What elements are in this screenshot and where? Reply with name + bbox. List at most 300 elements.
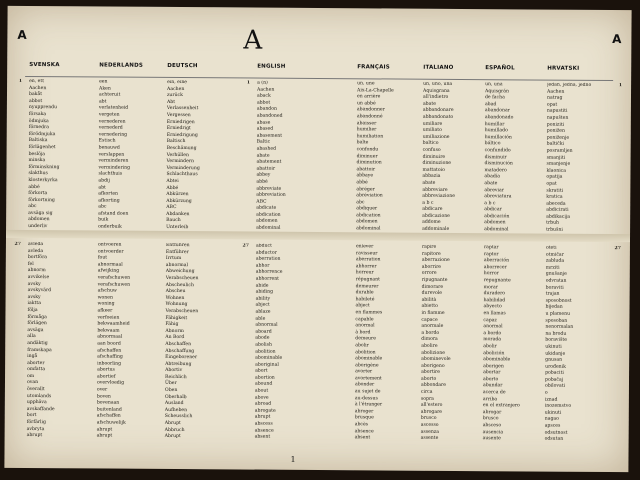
entry-row: about <box>254 388 269 394</box>
entry-row: vermindering <box>98 165 131 171</box>
entry-row: Verabscheuen <box>165 275 199 282</box>
entry-row: horror <box>483 271 499 277</box>
header-francais: FRANÇAIS <box>357 64 390 71</box>
entry-row: abnormal <box>255 322 278 328</box>
entry-row: abrupt <box>96 433 113 439</box>
entry-row: klaonica <box>546 168 566 174</box>
entry-row: bortföra <box>27 255 48 261</box>
entry-row: abcès <box>354 422 369 428</box>
entry-row: abortus <box>97 367 115 373</box>
top-col-hrvatski <box>546 83 611 235</box>
entry-row: absence <box>254 428 274 434</box>
entry-row: ABC <box>166 205 177 211</box>
entry-row: diminuzione <box>422 160 452 167</box>
entry-row: Irrtum <box>165 256 182 262</box>
entry-row: en arrière <box>356 94 381 100</box>
entry-row: ascesso <box>420 422 439 428</box>
entry-row: abreviatura <box>484 194 512 200</box>
entry-row: aberration <box>355 257 381 263</box>
header-espanol: ESPAÑOL <box>485 65 515 72</box>
entry-row: abrogare <box>420 409 443 415</box>
entry-row: all'indietro <box>422 94 449 101</box>
entry-row: Aken <box>99 86 111 92</box>
entry-row: abdomen <box>256 219 278 225</box>
entry-row: ripugnante <box>421 277 448 283</box>
entry-row: acerca de <box>482 390 506 396</box>
entry-row: abnormaal <box>97 334 123 340</box>
entry-row: Abtei <box>166 178 179 184</box>
entry-row: anormale <box>421 323 444 330</box>
entry-row: vernederd <box>98 125 123 131</box>
entry-row: mattatoio <box>422 167 445 173</box>
entry-row <box>625 83 627 90</box>
entry-row: horreur <box>355 270 374 276</box>
entry-row: avsäga sig <box>28 210 53 217</box>
entry-row: omfatta <box>27 367 46 373</box>
entry-row: diminuire <box>422 154 446 160</box>
entry-row: Abweichung <box>165 269 195 275</box>
top-numbers-right <box>613 83 627 90</box>
entry-row: abc <box>356 199 365 206</box>
entry-row: abandonné <box>356 114 383 120</box>
entry-row: oteti <box>545 245 557 251</box>
top-col-francais <box>356 81 419 233</box>
top-numbers-mid <box>241 80 255 87</box>
entry-row: baltico <box>422 141 439 147</box>
entry-row: nenormalan <box>545 324 574 330</box>
entry-row: confuso <box>422 147 441 153</box>
entry-row: Scheusslich <box>164 414 193 420</box>
entry-row: ontvoerder <box>97 249 124 255</box>
entry-row: umiliato <box>422 127 442 134</box>
entry-row: abdicar <box>484 207 502 213</box>
entry-row: förminskning <box>28 164 60 170</box>
entry-row: inboorling <box>97 361 122 367</box>
entry-row: framskapa <box>27 347 52 353</box>
entry-row: abnormal <box>165 262 189 268</box>
entry-row: verslappen <box>98 151 125 158</box>
entry-row: ausencia <box>482 429 504 435</box>
top-col-espanol <box>484 82 543 234</box>
entry-row: umiliare <box>422 121 443 127</box>
header-hrvatski: HRVATSKI <box>547 65 580 72</box>
entry-row: Vergessen <box>166 112 191 119</box>
entry-row: abdomen <box>484 220 506 226</box>
entry-row: raptar <box>483 245 499 251</box>
entry-row: abortion <box>255 375 275 381</box>
entry-row: trbuh <box>546 221 560 227</box>
entry-row: aboriginal <box>255 362 279 368</box>
entry-row: afschuw <box>97 288 117 294</box>
entry-row: försaka <box>28 111 47 118</box>
entry-row: humillación <box>484 134 512 141</box>
entry-row: ingå <box>27 354 38 360</box>
entry-row: Abtreibung <box>165 361 192 367</box>
entry-row: abdomen <box>28 217 50 223</box>
entry-row: bijedan <box>545 304 563 311</box>
entry-row: otmičar <box>545 252 564 258</box>
entry-row: abolir <box>355 343 369 349</box>
entry-row: afschaffing <box>97 354 123 360</box>
entry-row: abortief <box>97 374 116 380</box>
entry-row: Abt <box>166 99 176 105</box>
entry-row: abandonar <box>484 108 510 114</box>
entry-row: aborto <box>421 376 437 382</box>
entry-row: abandonado <box>484 115 514 121</box>
entry-row: baltički <box>546 141 564 148</box>
entry-row: poniženje <box>546 135 570 141</box>
entry-row: enlever <box>355 244 374 250</box>
entry-row: apsces <box>544 423 561 429</box>
entry-row: ponižen <box>546 128 566 134</box>
entry-row: Oben <box>164 387 178 394</box>
entry-row: obilovati <box>544 384 566 390</box>
entry-row: ABC <box>256 199 267 205</box>
top-col-english <box>256 81 351 233</box>
entry-row: avsäga <box>27 327 44 333</box>
entry-row: abdominal <box>356 226 381 232</box>
entry-row: de facha <box>484 95 505 101</box>
entry-row: napustiti <box>546 108 568 115</box>
entry-row: duradero <box>483 291 506 297</box>
entry-row: aborigeno <box>421 363 445 369</box>
entry-row: absent <box>354 435 371 441</box>
entry-row: förnedra <box>28 125 50 131</box>
entry-row: brusco <box>420 416 437 422</box>
entry-row: abject <box>355 303 370 309</box>
entry-row: abdicación <box>484 214 510 220</box>
entry-row: sposobnost <box>545 298 572 304</box>
entry-row: abatement <box>256 159 282 165</box>
entry-row: Verhüllen <box>166 152 189 158</box>
entry-row: abandon <box>256 106 277 113</box>
entry-row: bovenaan <box>96 400 120 406</box>
entry-row: confondu <box>356 147 379 153</box>
entry-row: smanjiti <box>546 155 566 161</box>
entry-row: förlägen <box>27 321 47 327</box>
entry-row: smanjenje <box>546 161 571 167</box>
entry-row: ausente <box>482 436 501 442</box>
entry-row: 1 <box>618 83 623 89</box>
entry-row: abominable <box>483 357 511 363</box>
entry-row: abbreviation <box>256 192 286 198</box>
entry-row: Aquisgrana <box>423 88 450 94</box>
entry-row: addome <box>422 220 441 226</box>
entry-row: abeceda <box>546 201 566 207</box>
entry-row: Abrupt <box>164 420 181 427</box>
entry-row: abate <box>484 181 498 187</box>
entry-row: 27 <box>14 241 21 247</box>
entry-row: aberration <box>255 256 281 262</box>
entry-row: verfoeien <box>97 314 120 321</box>
entry-row: Bauch <box>166 218 181 224</box>
entry-row: Baltic <box>256 139 271 146</box>
bottom-col-hrvatski <box>545 246 610 444</box>
entry-row: abbé <box>356 180 368 186</box>
entry-row: abolire <box>421 343 438 349</box>
entry-row: a b c <box>484 200 496 206</box>
entry-row: poniziti <box>546 122 565 128</box>
entry-row: abominable <box>355 356 383 362</box>
entry-row: ravisseur <box>355 250 378 257</box>
entry-row: Beschämung <box>166 145 197 152</box>
entry-row: Aachen <box>257 87 275 93</box>
entry-row: Erniedrigung <box>166 132 198 138</box>
entry-row: abbot <box>28 98 43 104</box>
entry-row: Schlachthaus <box>166 172 198 178</box>
entry-row: abyecto <box>483 304 502 310</box>
entry-row: Abschaffen <box>165 341 192 348</box>
entry-row: Oberhalb <box>164 394 187 400</box>
entry-row: abbreviare <box>422 187 448 193</box>
entry-row: abdicirati <box>546 207 569 214</box>
entry-row: absent <box>254 434 271 440</box>
entry-row: rapire <box>421 244 437 250</box>
entry-row: buitenland <box>96 407 122 413</box>
entry-row: disminuir <box>484 154 507 160</box>
entry-row: slachthuis <box>98 171 123 177</box>
entry-row: Abdanken <box>166 211 190 217</box>
entry-row: abnormaal <box>97 262 123 268</box>
entry-row: confundido <box>484 148 511 154</box>
entry-row: abreviar <box>484 187 504 193</box>
header-nederlands: NEDERLANDS <box>99 62 144 69</box>
entry-row: abattoir <box>356 166 376 173</box>
entry-row: förkorta <box>28 191 48 197</box>
entry-row: abbé <box>28 184 40 190</box>
entry-row: a (n) <box>257 80 268 86</box>
entry-row: abdicazione <box>422 213 450 219</box>
bottom-col-nederlands <box>97 242 162 440</box>
entry-row: odvratan <box>545 278 567 284</box>
entry-row: bekwaamheid <box>97 321 130 327</box>
entry-row: capable <box>355 316 374 322</box>
entry-row: verafschuwen <box>97 275 131 281</box>
entry-row: afschaffen <box>96 413 121 420</box>
entry-row: brusco <box>482 416 499 422</box>
bottom-numbers-mid <box>240 243 254 250</box>
entry-row: abhor <box>255 263 270 269</box>
entry-row: abide <box>255 283 269 289</box>
entry-row: abréviation <box>356 193 383 199</box>
entry-row: a bordo <box>483 330 502 336</box>
entry-row: abbondare <box>420 383 446 389</box>
entry-row: wonen <box>97 295 113 301</box>
entry-row: à l'étranger <box>354 402 383 408</box>
entry-row: o <box>544 390 548 396</box>
entry-row: abbreviate <box>256 186 282 192</box>
bottom-numbers-left <box>12 242 26 249</box>
entry-row: abject <box>255 302 270 309</box>
entry-row: inozemstvo <box>544 403 572 410</box>
entry-row: en flammes <box>355 310 383 316</box>
entry-row: achteruit <box>98 92 121 98</box>
entry-row: Aix-La-Chapelle <box>357 87 394 94</box>
entry-row: circa <box>420 389 433 395</box>
entry-row: underliv <box>28 224 48 230</box>
entry-row: 27 <box>614 246 621 252</box>
entry-row: en el extranjero <box>482 403 520 409</box>
entry-row: rapitore <box>421 251 441 257</box>
top-col-nederlands <box>98 79 163 231</box>
entry-row: demeure <box>355 336 376 342</box>
entry-row: abundar <box>482 383 503 389</box>
top-numbers-left <box>13 79 27 86</box>
section-letter-left: A <box>17 27 27 42</box>
entry-row: överallt <box>26 387 45 393</box>
page-number: 1 <box>290 454 296 464</box>
entry-row: avorter <box>355 369 373 375</box>
entry-row: báltico <box>484 141 501 147</box>
entry-row: slakthus <box>28 171 48 177</box>
entry-row: förkortning <box>28 197 55 203</box>
entry-row: morar <box>483 284 498 290</box>
entry-row: abnorm <box>27 268 46 274</box>
entry-row: addominale <box>422 226 450 232</box>
entry-row: förödmjuka <box>28 131 56 137</box>
entry-row: Abkürzung <box>166 198 192 204</box>
entry-row: sopra <box>420 396 434 402</box>
entry-row: un, uno, una <box>423 81 453 87</box>
entry-row: abt <box>98 99 107 105</box>
entry-row: följa <box>27 307 38 313</box>
entry-row: mrziti <box>545 265 560 271</box>
entry-row: pobačaj <box>545 377 564 383</box>
entry-row: Über <box>164 381 177 387</box>
entry-row: abdicate <box>256 205 277 211</box>
entry-row: assente <box>420 435 439 442</box>
entry-row: buik <box>98 217 109 224</box>
entry-row: abolizione <box>421 350 445 356</box>
entry-row: trbušni <box>546 227 563 233</box>
entry-row: abashed <box>256 146 277 152</box>
entry-row: abbreviazione <box>422 193 455 200</box>
entry-row: absence <box>354 428 374 435</box>
entry-row: aberración <box>483 258 510 264</box>
entry-row: abrupt <box>96 427 113 433</box>
entry-row: Abbruch <box>164 427 185 433</box>
entry-row: avortement <box>355 376 382 382</box>
entry-row: abbaye <box>356 173 374 179</box>
bottom-col-deutsch <box>165 243 236 441</box>
entry-row: Baltisch <box>166 139 186 145</box>
entry-row: verminderen <box>98 158 129 164</box>
entry-row: à bord <box>355 329 371 336</box>
entry-row: abc <box>98 204 107 210</box>
entry-row: all'estero <box>420 402 443 409</box>
entry-row: aborrire <box>421 264 442 270</box>
entry-row: Ausland <box>164 401 184 407</box>
entry-row: durevole <box>421 290 443 297</box>
entry-row: afkorting <box>98 198 120 204</box>
entry-row: en, ett <box>29 78 45 85</box>
entry-row: aan boord <box>97 341 121 347</box>
entry-row: woning <box>97 301 115 307</box>
entry-row: arriba <box>482 396 498 402</box>
entry-row: odsutan <box>544 436 564 442</box>
header-deutsch: DEUTSCH <box>167 62 198 70</box>
entry-row: abortar <box>483 370 501 376</box>
entry-row: ablaze <box>255 309 271 315</box>
header-italiano: ITALIANO <box>423 64 454 71</box>
entry-row: klosterkyrka <box>28 177 58 184</box>
header-english: ENGLISH <box>257 63 286 70</box>
dictionary-page <box>4 6 631 472</box>
entry-row: abietto <box>421 304 438 310</box>
entry-row: abandonner <box>356 107 385 113</box>
bottom-numbers-right <box>612 246 626 253</box>
entry-row: umiliazione <box>422 134 450 140</box>
entry-row: zurück <box>166 93 183 99</box>
entry-row: absceso <box>482 423 502 429</box>
entry-row: habileté <box>355 297 375 303</box>
entry-row: onderbuik <box>98 224 122 230</box>
header-svenska: SVENSKA <box>29 61 60 69</box>
entry-row: zabluda <box>545 258 565 264</box>
entry-row: abhorrence <box>255 269 283 276</box>
entry-row: au-dessus <box>354 395 378 402</box>
entry-row: diminution <box>356 160 382 166</box>
entry-row: abase <box>256 120 271 126</box>
entry-row: Abrupt <box>164 434 181 440</box>
entry-row: abandoned <box>256 113 283 119</box>
section-letter-right: A <box>612 32 622 47</box>
entry-row: förfärlig <box>26 420 46 426</box>
entry-row: abolition <box>255 349 276 355</box>
entry-row: bekwaam <box>97 328 120 334</box>
entry-row: Vermindern <box>166 159 194 165</box>
entry-row: urođenik <box>545 364 566 370</box>
entry-row: abduct <box>255 243 272 249</box>
entry-row: abdij <box>98 178 110 184</box>
entry-row: Verlassenheit <box>166 106 199 112</box>
entry-row: iznad <box>544 397 558 403</box>
entry-row: répugnant <box>355 277 380 283</box>
entry-row: overvloedig <box>96 380 125 387</box>
entry-row: afkorten <box>98 191 119 197</box>
entry-row: avleda <box>27 248 44 254</box>
entry-row: abrogate <box>254 408 276 414</box>
entry-row: aborigen <box>483 363 504 369</box>
entry-row: abductor <box>255 250 277 256</box>
entry-row: Abbé <box>166 185 179 191</box>
entry-row: diminuer <box>356 153 378 159</box>
entry-row: abbandonato <box>422 114 454 120</box>
entry-row: Erniedrigt <box>166 126 191 132</box>
entry-row: afwijking <box>97 268 120 274</box>
entry-row: fout <box>97 255 108 261</box>
entry-row: bort <box>26 413 37 419</box>
entry-row: matadero <box>484 167 507 174</box>
entry-row: förmåga <box>27 314 47 320</box>
entry-row: abased <box>256 126 274 132</box>
entry-row <box>24 242 26 249</box>
entry-row: Baltiska <box>28 138 48 144</box>
entry-row: vernederen <box>98 119 126 125</box>
entry-row: Erniedrigen <box>166 119 195 125</box>
entry-row: abasement <box>256 133 283 139</box>
entry-row: jedan, jedna, jedno <box>547 82 592 88</box>
entry-row: Entführen <box>165 242 190 249</box>
entry-row: sposoban <box>545 318 568 324</box>
entry-row: morada <box>483 337 502 343</box>
entry-row: Wohnung <box>165 302 188 308</box>
entry-row: avsky <box>27 294 41 300</box>
entry-row: abattoir <box>256 166 276 172</box>
bottom-col-francais <box>355 244 418 442</box>
entry-row: fel <box>27 261 34 267</box>
entry-row: Abscheulich <box>165 282 194 288</box>
